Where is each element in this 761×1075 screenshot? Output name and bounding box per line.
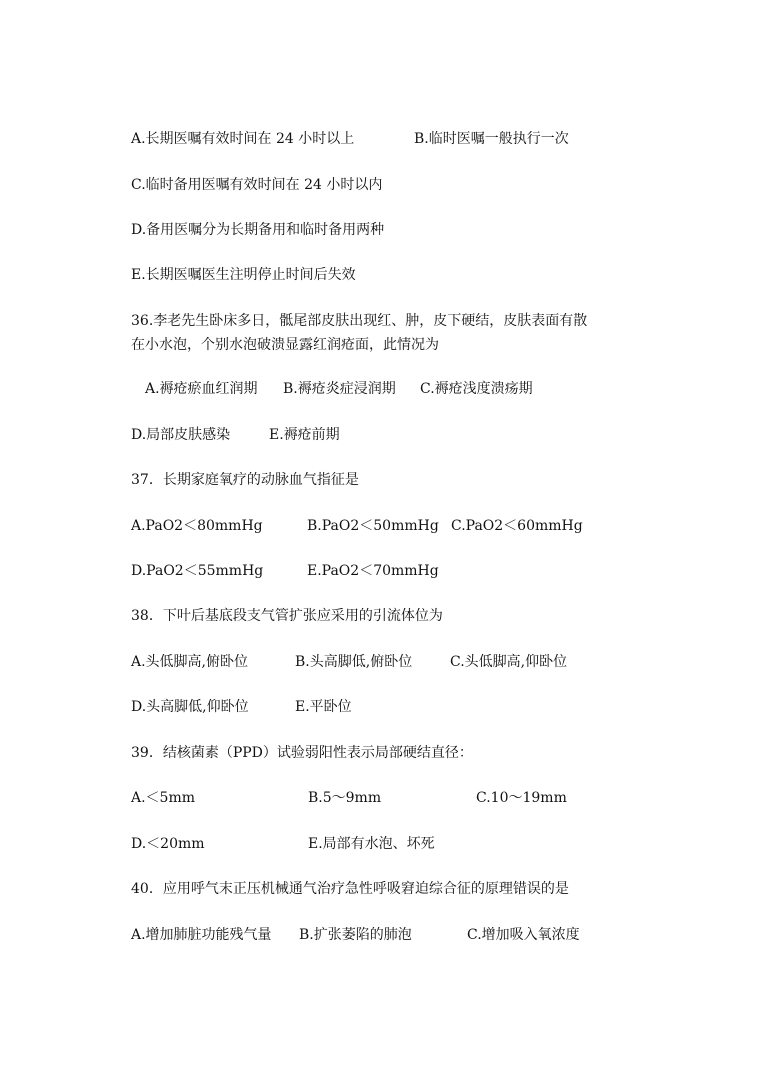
q36-option-c: C.褥疮浅度溃疡期 (420, 381, 533, 397)
q37-option-e: E.PaO2＜70mmHg (307, 563, 439, 579)
q36-option-e: E.褥疮前期 (269, 427, 340, 443)
q39-option-c: C.10～19mm (476, 790, 567, 806)
q35-option-a: A.长期医嘱有效时间在 24 小时以上 (131, 131, 355, 147)
q37-option-a: A.PaO2＜80mmHg (131, 518, 263, 534)
q38-option-b: B.头高脚低,俯卧位 (295, 654, 413, 670)
q40-stem: 40．应用呼气末正压机械通气治疗急性呼吸窘迫综合征的原理错误的是 (131, 881, 569, 897)
q35-option-e: E.长期医嘱医生注明停止时间后失效 (131, 267, 356, 283)
q38-option-c: C.头低脚高,仰卧位 (450, 654, 568, 670)
q35-option-c: C.临时备用医嘱有效时间在 24 小时以内 (131, 177, 383, 193)
q35-option-b: B.临时医嘱一般执行一次 (414, 131, 569, 147)
q38-option-d: D.头高脚低,仰卧位 (131, 699, 249, 715)
q38-option-a: A.头低脚高,俯卧位 (131, 654, 249, 670)
q35-option-d: D.备用医嘱分为长期备用和临时备用两种 (131, 222, 385, 238)
q36-stem-line-1: 36.李老先生卧床多日，骶尾部皮肤出现红、肿，皮下硬结，皮肤表面有散 (131, 313, 588, 329)
q39-option-a: A.＜5mm (131, 790, 196, 806)
q36-option-b: B.褥疮炎症浸润期 (283, 381, 396, 397)
q40-option-c: C.增加吸入氧浓度 (467, 927, 580, 943)
q37-option-d: D.PaO2＜55mmHg (131, 563, 264, 579)
q39-stem: 39．结核菌素（PPD）试验弱阳性表示局部硬结直径： (131, 745, 473, 761)
q38-option-e: E.平卧位 (295, 699, 352, 715)
q40-option-a: A.增加肺脏功能残气量 (131, 927, 272, 943)
q37-option-c: C.PaO2＜60mmHg (451, 518, 583, 534)
q37-stem: 37．长期家庭氧疗的动脉血气指征是 (131, 472, 359, 488)
q36-stem-line-2: 在小水泡，个别水泡破溃显露红润疮面，此情况为 (131, 337, 439, 353)
q40-option-b: B.扩张萎陷的肺泡 (299, 927, 412, 943)
q39-option-e: E.局部有水泡、坏死 (308, 836, 435, 852)
q37-option-b: B.PaO2＜50mmHg (307, 518, 439, 534)
q39-option-d: D.＜20mm (131, 836, 205, 852)
q36-option-a: A.褥疮瘀血红润期 (145, 381, 258, 397)
q38-stem: 38．下叶后基底段支气管扩张应采用的引流体位为 (131, 608, 443, 624)
q39-option-b: B.5～9mm (308, 790, 382, 806)
q36-option-d: D.局部皮肤感染 (131, 427, 231, 443)
